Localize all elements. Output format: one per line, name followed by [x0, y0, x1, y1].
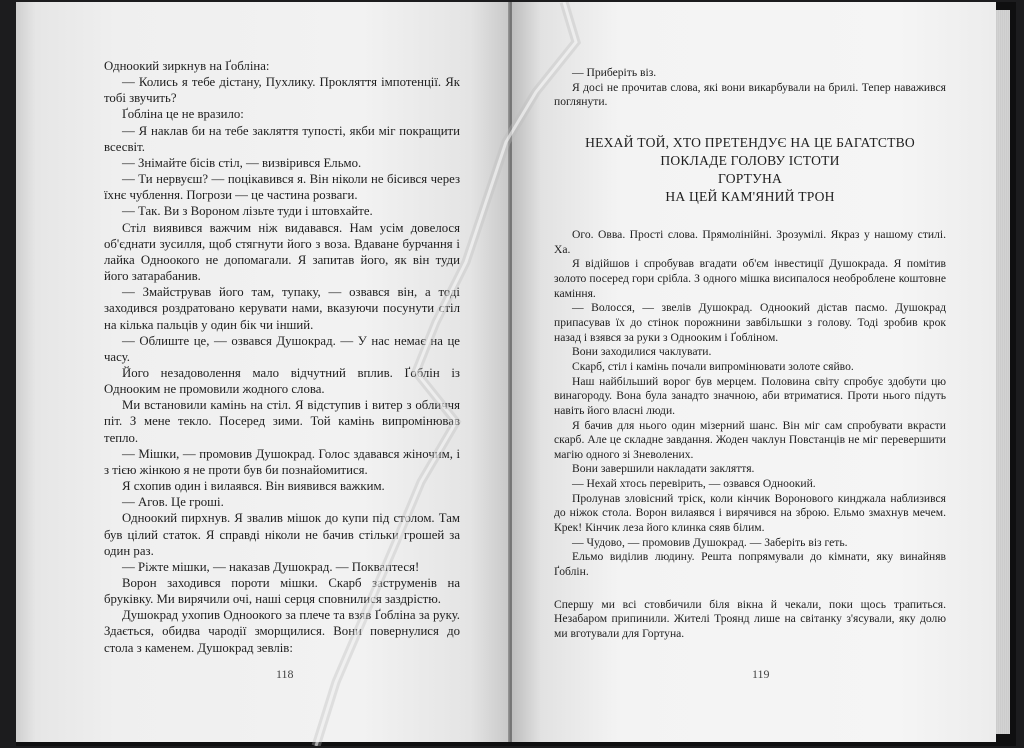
page-number-right: 119 — [752, 667, 770, 682]
paragraph: Душокрад ухопив Одноокого за плече та взяв Ґобліна за руку. Здається, обидва чародії зморщилися. Вони повернулися до стола з каменем. Душокрад зевлів: — [104, 608, 460, 655]
paragraph: Пролунав зловісний тріск, коли кінчик Воронового кинджала наблизився до ніжок стола. Ворон вилаявся і вирячився на зброю. Ельмо змахнув мечем. Крек! Кінчик леза його клинка сяяв білим. — [554, 491, 946, 535]
inscription-line: НА ЦЕЙ КАМ'ЯНИЙ ТРОН — [665, 188, 835, 204]
paragraph: Я досі не прочитав слова, які вони викарбували на брилі. Тепер наважився поглянути. — [554, 80, 946, 109]
paragraph: — Мішки, — промовив Душокрад. Голос здавався жіночим, і з тією жінкою я не проти був би познайомитися. — [104, 446, 460, 477]
paragraph: Наш найбільший ворог був мерцем. Половина світу спробує здобути цю винагороду. Вона була занадто значною, аби втриматися. Проти нього підуть навіть його власні люди. — [554, 374, 946, 417]
paragraph: — Ти нервуєш? — поцікавився я. Він ніколи не бісився через їхнє чублення. Погрози — це частина розваги. — [104, 172, 460, 203]
inscription-line: ПОКЛАДЕ ГОЛОВУ ІСТОТИ — [660, 152, 840, 168]
paragraph: Ельмо виділив людину. Решта попрямували до кімнати, яку винайняв Ґоблін. — [554, 550, 946, 579]
paragraph: — Приберіть віз. — [572, 66, 657, 79]
paragraph: — Агов. Це гроші. — [122, 495, 224, 510]
paragraph: Стіл виявився важчим ніж видавався. Нам усім довелося об'єднати зусилля, щоб стягнути його з воза. Вдаване бурчання і лайка Одноокого не допомагали. Я запитав його, як він туди його затарабанив. — [104, 220, 460, 284]
paragraph: — Ріжте мішки, — наказав Душокрад. — Покваптеся! — [122, 559, 420, 574]
paragraph: — Знімайте бісів стіл, — визвірився Ельмо. — [122, 155, 362, 170]
paragraph: — Змайстрував його там, тупаку, — озвався він, а тоді заходився роздратовано керувати нами, вказуючи посунути стіл на кілька пальців у один бік чи інший. — [104, 285, 460, 332]
left-page — [16, 2, 510, 742]
paragraph: Я схопив один і вилаявся. Він виявився важким. — [122, 479, 385, 494]
paragraph: Я бачив для нього один мізерний шанс. Він міг сам спробувати вкрасти скарб. Але це складне завдання. Жоден чаклун Повстанців не міг перевершити магію одного зі Зневолених. — [554, 418, 946, 461]
paragraph: Одноокий зиркнув на Ґобліна: — [104, 59, 270, 73]
page-edges — [996, 10, 1010, 734]
open-book — [16, 2, 1016, 746]
right-page — [512, 2, 996, 742]
left-page-text — [104, 58, 460, 656]
inscription-line: ГОРТУНА — [717, 170, 783, 186]
paragraph: Вони завершили накладати закляття. — [572, 462, 755, 476]
page-number-left: 118 — [276, 667, 294, 682]
paragraph: Ворон заходився пороти мішки. Скарб заструменів на бруківку. Ми вирячили очі, наші серця сповнилися заздрістю. — [104, 576, 460, 607]
paragraph: Вони заходилися чаклувати. — [572, 345, 712, 359]
paragraph: Його незадоволення мало відчутний вплив. Ґоблін із Однооким не промовили жодного слова. — [104, 365, 460, 397]
inscription-line: НЕХАЙ ТОЙ, ХТО ПРЕТЕНДУЄ НА ЦЕ БАГАТСТВО — [585, 134, 915, 150]
paragraph: — Чудово, — промовив Душокрад. — Заберіть віз геть. — [572, 535, 848, 549]
paragraph: Ґобліна це не вразило: — [122, 107, 244, 122]
right-page-text — [554, 66, 946, 642]
paragraph: Ми встановили камінь на стіл. Я відступив і витер з обличчя піт. З мене текло. Посеред зими. Той камінь випромінював тепло. — [104, 398, 460, 445]
paragraph: — Облиште це, — озвався Душокрад. — У нас немає на це часу. — [104, 333, 460, 364]
closing-paragraph: Спершу ми всі стовбичили біля вікна й чекали, поки щось трапиться. Незабаром припинили. Жителі Троянд лише на світанку з'ясували, яку долю ми вготували для Гортуна. — [554, 597, 946, 641]
paragraph: Скарб, стіл і камінь почали випромінювати золоте сяйво. — [572, 359, 854, 373]
paragraph: Я відійшов і спробував вгадати об'єм інвестиції Душокрада. Я помітив золото посеред гори срібла. З одного мішка висипалося необроблене коштовне каміння. — [554, 257, 946, 300]
paragraph: — Волосся, — звелів Душокрад. Одноокий дістав пасмо. Душокрад припасував їх до стінок порожнини завбільшки з голову. Тоді зробив крок назад і взявся за руки з Однооким і Ґобліном. — [554, 301, 946, 344]
paragraph: — Нехай хтось перевірить, — озвався Одноокий. — [572, 477, 816, 491]
stone-inscription — [554, 134, 946, 206]
paragraph: Одноокий пирхнув. Я звалив мішок до купи під столом. Там був цілий статок. Я справді ніколи не бачив стільки грошей за один раз. — [104, 511, 460, 558]
paragraph: — Колись я тебе дістану, Пухлику. Прокляття імпотенції. Як тобі звучить? — [104, 75, 460, 106]
paragraph: — Так. Ви з Вороном лізьте туди і штовхайте. — [122, 204, 373, 219]
paragraph: Ого. Овва. Прості слова. Прямолінійні. Зрозумілі. Якраз у нашому стилі. Ха. — [554, 227, 946, 256]
paragraph: — Я наклав би на тебе закляття тупості, якби міг покращити всесвіт. — [104, 123, 460, 154]
